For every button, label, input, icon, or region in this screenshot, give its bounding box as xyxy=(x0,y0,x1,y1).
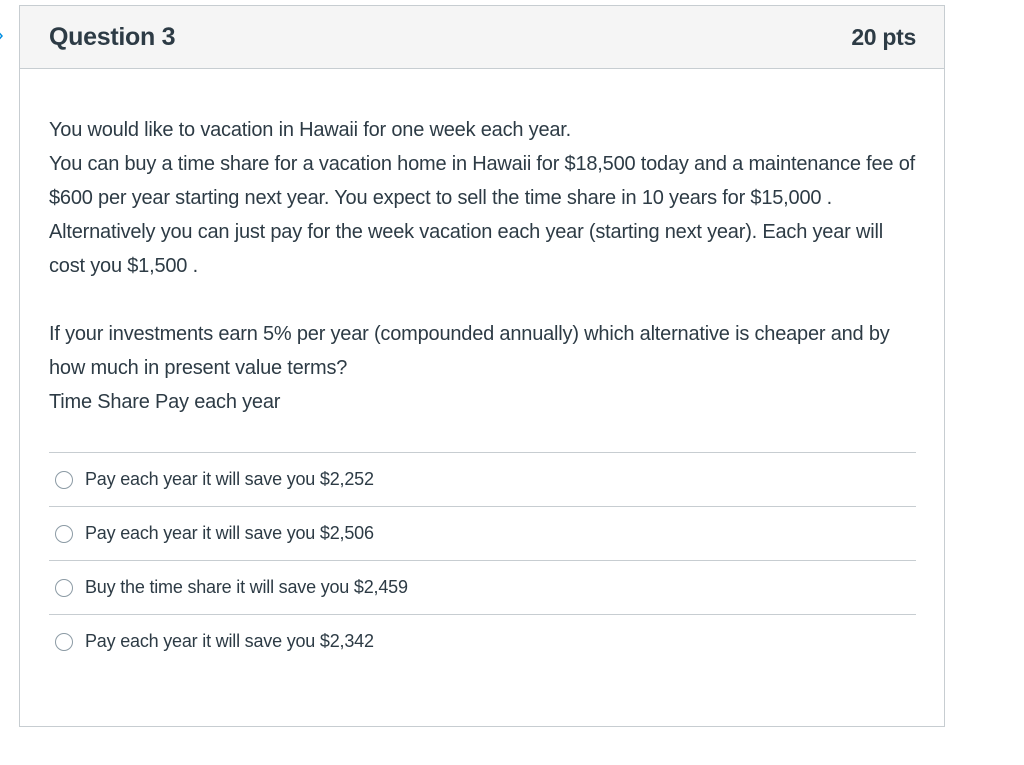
question-points: 20 pts xyxy=(851,23,916,50)
answer-label[interactable]: Pay each year it will save you $2,342 xyxy=(85,631,374,651)
question-paragraph: If your investments earn 5% per year (compounded annually) which alternative is cheaper and by how much in present value terms? xyxy=(49,323,890,379)
question-paragraph: Alternatively you can just pay for the week vacation each year (starting next year). Each year will cost you $1,500 . xyxy=(49,221,883,277)
answer-option[interactable] xyxy=(49,507,916,561)
radio-button[interactable] xyxy=(55,579,73,597)
answer-option[interactable] xyxy=(49,615,916,668)
question-title: Question 3 xyxy=(49,22,176,51)
question-card xyxy=(19,5,945,727)
question-paragraph: You can buy a time share for a vacation home in Hawaii for $18,500 today and a maintenance fee of $600 per year starting next year. You expect to sell the time share in 10 years for $15,000 . xyxy=(49,153,915,209)
radio-button[interactable] xyxy=(55,471,73,489)
paragraph-spacer xyxy=(49,283,916,317)
question-header xyxy=(20,6,944,69)
question-body xyxy=(20,69,944,668)
answer-label[interactable]: Buy the time share it will save you $2,459 xyxy=(85,577,408,597)
answer-label[interactable]: Pay each year it will save you $2,506 xyxy=(85,523,374,543)
question-paragraph: Time Share Pay each year xyxy=(49,391,281,413)
answer-label[interactable]: Pay each year it will save you $2,252 xyxy=(85,469,374,489)
question-text xyxy=(49,113,916,419)
chevron-right-icon[interactable] xyxy=(0,26,4,46)
answer-option[interactable] xyxy=(49,561,916,615)
radio-button[interactable] xyxy=(55,525,73,543)
answer-option[interactable] xyxy=(49,453,916,507)
answer-list xyxy=(49,452,916,668)
radio-button[interactable] xyxy=(55,633,73,651)
question-paragraph: You would like to vacation in Hawaii for one week each year. xyxy=(49,119,572,141)
